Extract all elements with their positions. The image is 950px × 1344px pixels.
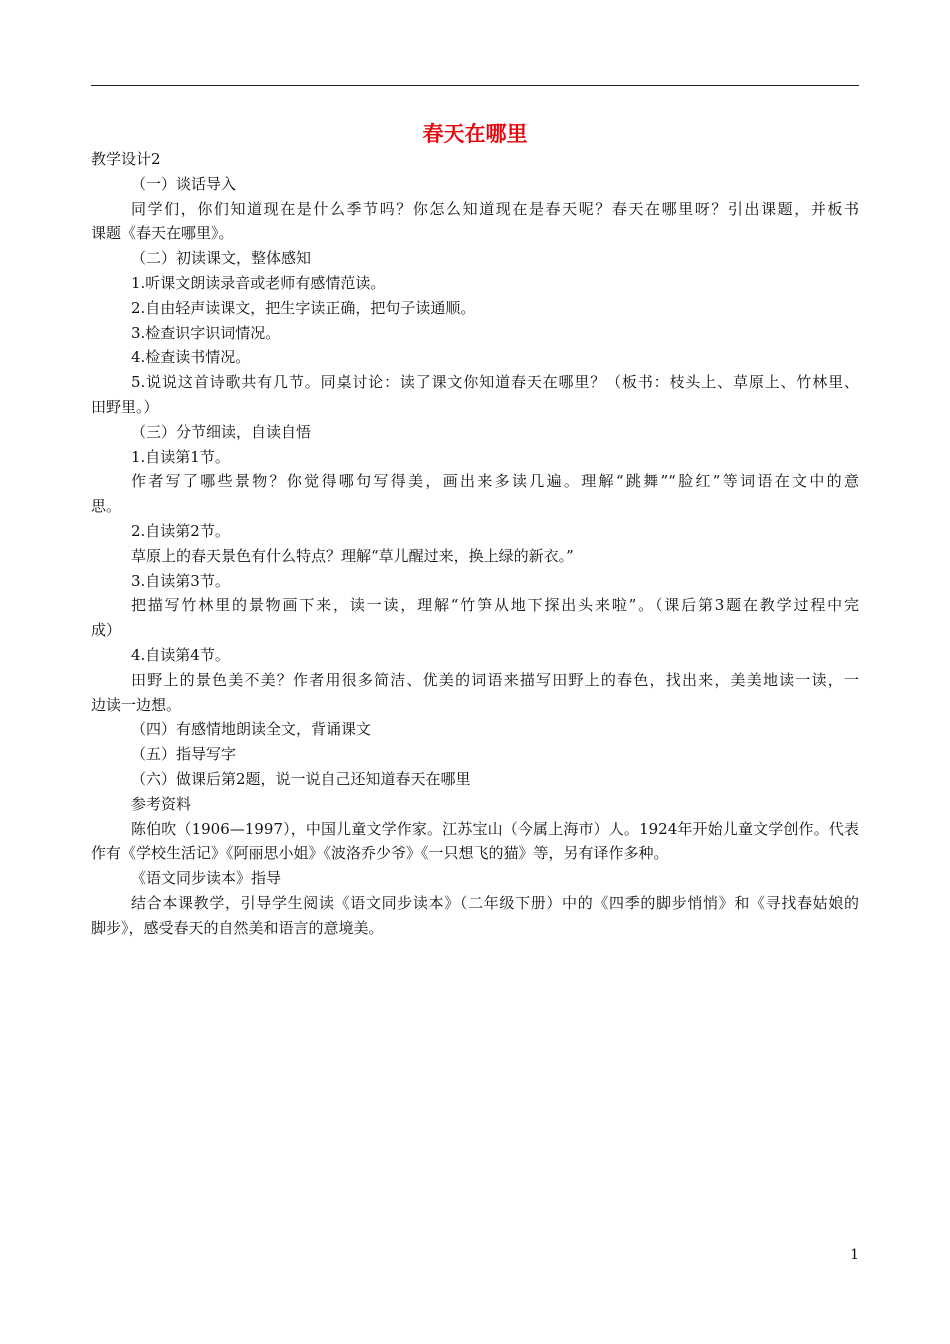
list-item: 1.自读第1节。: [131, 447, 230, 466]
section-heading-references: 参考资料: [131, 794, 192, 813]
step-heading-4: （四）有感情地朗读全文，背诵课文: [131, 720, 372, 739]
paragraph-line: 作者写了哪些景物？你觉得哪句写得美，画出来多读几遍。理解“跳舞”“脸红”等词语在文中的意: [131, 472, 859, 491]
paragraph-line: 作有《学校生活记》《阿丽思小姐》《波洛乔少爷》《一只想飞的猫》等，另有译作多种。: [91, 844, 669, 863]
list-item: 2.自由轻声读课文，把生字读正确，把句子读通顺。: [131, 298, 476, 317]
paragraph-line: 成）: [91, 621, 122, 640]
list-item: 2.自读第2节。: [131, 521, 230, 540]
list-item: 4.检查读书情况。: [131, 348, 251, 367]
paragraph-line: 田野上的景色美不美？作者用很多简洁、优美的词语来描写田野上的春色，找出来，美美地读一读，一: [131, 670, 859, 689]
paragraph-line: 草原上的春天景色有什么特点？理解“草儿醒过来，换上绿的新衣。”: [131, 546, 574, 565]
paragraph-line: 把描写竹林里的景物画下来，读一读，理解“竹笋从地下探出头来啦”。（课后第3题在教学过程中完: [131, 596, 859, 615]
section-heading-reader-guide: 《语文同步读本》指导: [131, 869, 282, 888]
document-title: 春天在哪里: [422, 122, 528, 146]
step-heading-2: （二）初读课文，整体感知: [131, 249, 312, 268]
document-body: [91, 147, 859, 941]
paragraph-line: 陈伯吹（1906—1997），中国儿童文学作家。江苏宝山（今属上海市）人。1924年开始儿童文学创作。代表: [131, 819, 859, 838]
list-item: 5.说说这首诗歌共有几节。同桌讨论：读了课文你知道春天在哪里？（板书：枝头上、草原上、竹林里、: [131, 373, 859, 392]
list-item: 3.自读第3节。: [131, 571, 230, 590]
step-heading-6: （六）做课后第2题，说一说自己还知道春天在哪里: [131, 769, 471, 788]
page-number: 1: [850, 1247, 859, 1263]
section-heading-design: 教学设计2: [91, 150, 161, 168]
step-heading-5: （五）指导写字: [131, 745, 237, 764]
paragraph-line: 脚步》，感受春天的自然美和语言的意境美。: [91, 918, 384, 937]
paragraph-line: 同学们，你们知道现在是什么季节吗？你怎么知道现在是春天呢？春天在哪里呀？引出课题，并板书: [131, 199, 859, 218]
list-item: 3.检查识字识词情况。: [131, 323, 281, 342]
paragraph-line: 边读一边想。: [91, 695, 182, 714]
step-heading-3: （三）分节细读，自读自悟: [131, 422, 312, 441]
paragraph-line: 课题《春天在哪里》。: [91, 224, 234, 243]
paragraph-line: 思。: [91, 497, 122, 516]
paragraph-line: 结合本课教学，引导学生阅读《语文同步读本》（二年级下册）中的《四季的脚步悄悄》和《寻找春姑娘的: [131, 893, 859, 912]
header-rule: [91, 85, 859, 86]
paragraph-line: 田野里。）: [91, 397, 159, 416]
list-item: 4.自读第4节。: [131, 645, 230, 664]
step-heading-1: （一）谈话导入: [131, 174, 237, 193]
list-item: 1.听课文朗读录音或老师有感情范读。: [131, 273, 386, 292]
